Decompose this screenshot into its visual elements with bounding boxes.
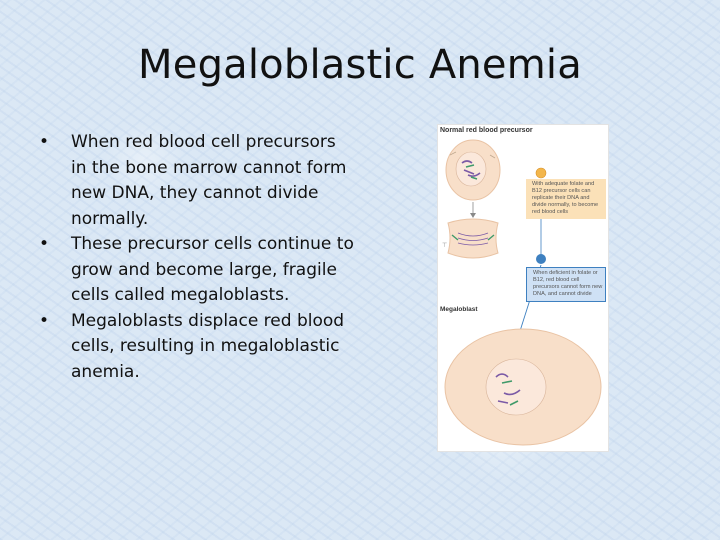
bullet-dot-icon: •	[39, 234, 50, 254]
slide-title: Megaloblastic Anemia	[138, 42, 582, 88]
svg-text:⊤: ⊤	[442, 242, 448, 249]
bullet-item	[36, 309, 356, 386]
nucleus	[456, 152, 486, 186]
bullet-text: When red blood cell precursors in the bone marrow cannot form new DNA, they cannot divide normally.	[71, 132, 347, 229]
bullet-dot-icon: •	[39, 310, 50, 331]
step-1-note	[526, 179, 606, 219]
step-2-text: When deficient in folate or B12, red blood cell precursors cannot form new DNA, and cannot divide	[533, 270, 603, 297]
bullet-text: These precursor cells continue to grow and become large, fragile cells called megaloblasts.	[71, 234, 354, 305]
step-1-marker	[536, 168, 546, 178]
step-1-text: With adequate folate and B12 precursor cells can replicate their DNA and divide normally, to become red blood cells	[532, 181, 599, 215]
bullet-list	[36, 130, 356, 385]
megaloblast-figure	[437, 124, 609, 452]
figure-label-megaloblast: Megaloblast	[440, 306, 478, 313]
bullet-dot-icon: •	[39, 132, 50, 152]
bullet-text: Megaloblasts displace red blood cells, resulting in megaloblastic anemia.	[71, 310, 345, 382]
bullet-item	[36, 232, 356, 309]
bullet-item	[36, 130, 356, 232]
figure-label-normal: Normal red blood precursor	[440, 127, 533, 134]
megaloblast-nucleus	[486, 359, 546, 415]
step-2-marker	[536, 254, 546, 264]
step-2-note	[526, 267, 606, 302]
